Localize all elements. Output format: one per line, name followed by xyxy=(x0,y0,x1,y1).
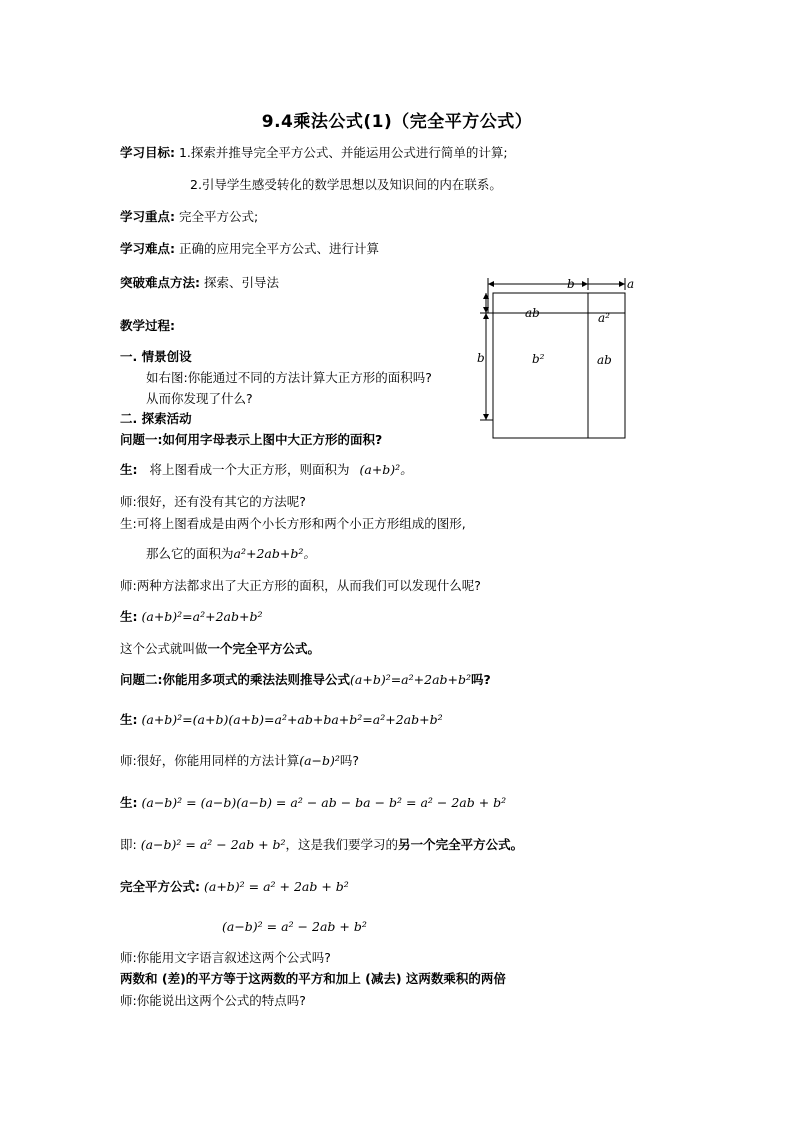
formula-summary-2-formula: (a−b)² = a² − 2ab + b² xyxy=(222,919,367,934)
arrowhead-mid-lower xyxy=(483,313,489,319)
student-label: 生: xyxy=(120,462,138,477)
teacher-line-5: 师:你能说出这两个公式的特点吗? xyxy=(120,993,306,1008)
conclusion-bold: 另一个完全平方公式。 xyxy=(398,837,524,852)
learning-difficulty xyxy=(120,241,379,257)
label-ab-right: ab xyxy=(597,353,612,367)
conclusion-label: 即: xyxy=(120,837,137,852)
focus-label: 学习重点: xyxy=(120,209,175,224)
label-b-squared: b² xyxy=(532,352,545,366)
question-1 xyxy=(120,432,382,448)
student-answer-2b xyxy=(146,546,316,562)
method-text: 探索、引导法 xyxy=(203,275,279,290)
teacher-line-1: 师:很好，还有没有其它的方法呢? xyxy=(120,494,306,509)
teacher-line-3-end: 吗? xyxy=(339,753,360,768)
teacher-line-2: 师:两种方法都求出了大正方形的面积，从而我们可以发现什么呢? xyxy=(120,578,481,593)
conclusion-line xyxy=(120,837,523,853)
student-answer-5-formula: (a−b)² = (a−b)(a−b) = a² − ab − ba − b² = a² − 2ab + b² xyxy=(141,795,507,810)
teacher-line-4: 师:你能用文字语言叙述这两个公式吗? xyxy=(120,950,331,965)
student-label: 生: xyxy=(120,795,138,810)
student-answer-2b-formula: a²+2ab+b²。 xyxy=(233,546,316,561)
student-answer-5 xyxy=(120,795,506,811)
formula-statement: 两数和 (差)的平方等于这两数的平方和加上 (减去) 这两数乘积的两倍 xyxy=(120,971,506,986)
label-ab-top: ab xyxy=(525,306,540,320)
section-2-heading: 二. 探索活动 xyxy=(120,411,192,426)
student-answer-2: 生:可将上图看成是由两个小长方形和两个小正方形组成的图形, xyxy=(120,516,466,531)
student-answer-3 xyxy=(120,609,262,625)
learning-goal-line-1 xyxy=(120,145,508,161)
student-answer-2b-text: 那么它的面积为 xyxy=(146,546,234,561)
formula-summary-1-formula: (a+b)² = a² + 2ab + b² xyxy=(203,879,349,894)
formula-summary-2 xyxy=(222,919,367,935)
formula-naming-bold: 一个完全平方公式。 xyxy=(207,641,321,656)
student-answer-4 xyxy=(120,712,443,728)
student-label: 生: xyxy=(120,712,138,727)
conclusion-formula: (a−b)² = a² − 2ab + b² xyxy=(140,837,286,852)
formula-summary-label: 完全平方公式: xyxy=(120,879,200,894)
question-1-label: 问题一: xyxy=(120,432,163,447)
arrowhead-right xyxy=(619,281,625,287)
learning-goal-line-2: 2.引导学生感受转化的数学思想以及知识间的内在联系。 xyxy=(190,177,502,192)
goal-1-text: 1.探索并推导完全平方公式、并能运用公式进行简单的计算; xyxy=(178,145,508,160)
arrowhead-bottom xyxy=(483,414,489,420)
formula-summary-1 xyxy=(120,879,349,895)
section-1-line-2: 从而你发现了什么? xyxy=(146,391,253,406)
label-b-top: b xyxy=(567,277,575,291)
label-a-top: a xyxy=(627,277,635,291)
formula-naming-prefix: 这个公式就叫做 xyxy=(120,641,208,656)
arrowhead-left xyxy=(488,281,494,287)
student-answer-1 xyxy=(120,462,413,478)
teacher-line-3-prefix: 师:很好，你能用同样的方法计算 xyxy=(120,753,300,768)
label-b-left: b xyxy=(477,351,485,365)
student-answer-4-formula: (a+b)²=(a+b)(a+b)=a²+ab+ba+b²=a²+2ab+b² xyxy=(141,712,443,727)
method-label: 突破难点方法: xyxy=(120,275,200,290)
section-1-line-1: 如右图:你能通过不同的方法计算大正方形的面积吗? xyxy=(146,370,432,385)
question-2 xyxy=(120,672,491,688)
conclusion-mid: ，这是我们要学习的 xyxy=(285,837,399,852)
learning-focus xyxy=(120,209,258,225)
section-1-heading: 一. 情景创设 xyxy=(120,349,192,364)
student-answer-3-formula: (a+b)²=a²+2ab+b² xyxy=(141,609,263,624)
square-diagram xyxy=(470,270,650,450)
process-label: 教学过程: xyxy=(120,318,175,333)
difficulty-text: 正确的应用完全平方公式、进行计算 xyxy=(178,241,379,256)
question-2-end: 吗? xyxy=(471,672,491,687)
question-2-formula: (a+b)²=a²+2ab+b² xyxy=(350,672,472,687)
question-2-text: 你能用多项式的乘法法则推导公式 xyxy=(162,672,351,687)
teacher-line-3 xyxy=(120,753,359,769)
method-line xyxy=(120,275,279,291)
page-title: 9.4乘法公式(1)（完全平方公式） xyxy=(261,112,533,132)
focus-text: 完全平方公式; xyxy=(178,209,259,224)
goal-label: 学习目标: xyxy=(120,145,175,160)
formula-naming xyxy=(120,641,320,657)
question-1-text: 如何用字母表示上图中大正方形的面积? xyxy=(162,432,383,447)
student-answer-1-formula: (a+b)²。 xyxy=(359,462,413,477)
question-2-label: 问题二: xyxy=(120,672,163,687)
label-a-squared: a² xyxy=(598,311,610,325)
student-label: 生: xyxy=(120,609,138,624)
teacher-line-3-formula: (a−b)² xyxy=(299,753,340,768)
difficulty-label: 学习难点: xyxy=(120,241,175,256)
student-answer-1-text: 将上图看成一个大正方形，则面积为 xyxy=(149,462,350,477)
arrowhead-mid xyxy=(582,281,588,287)
